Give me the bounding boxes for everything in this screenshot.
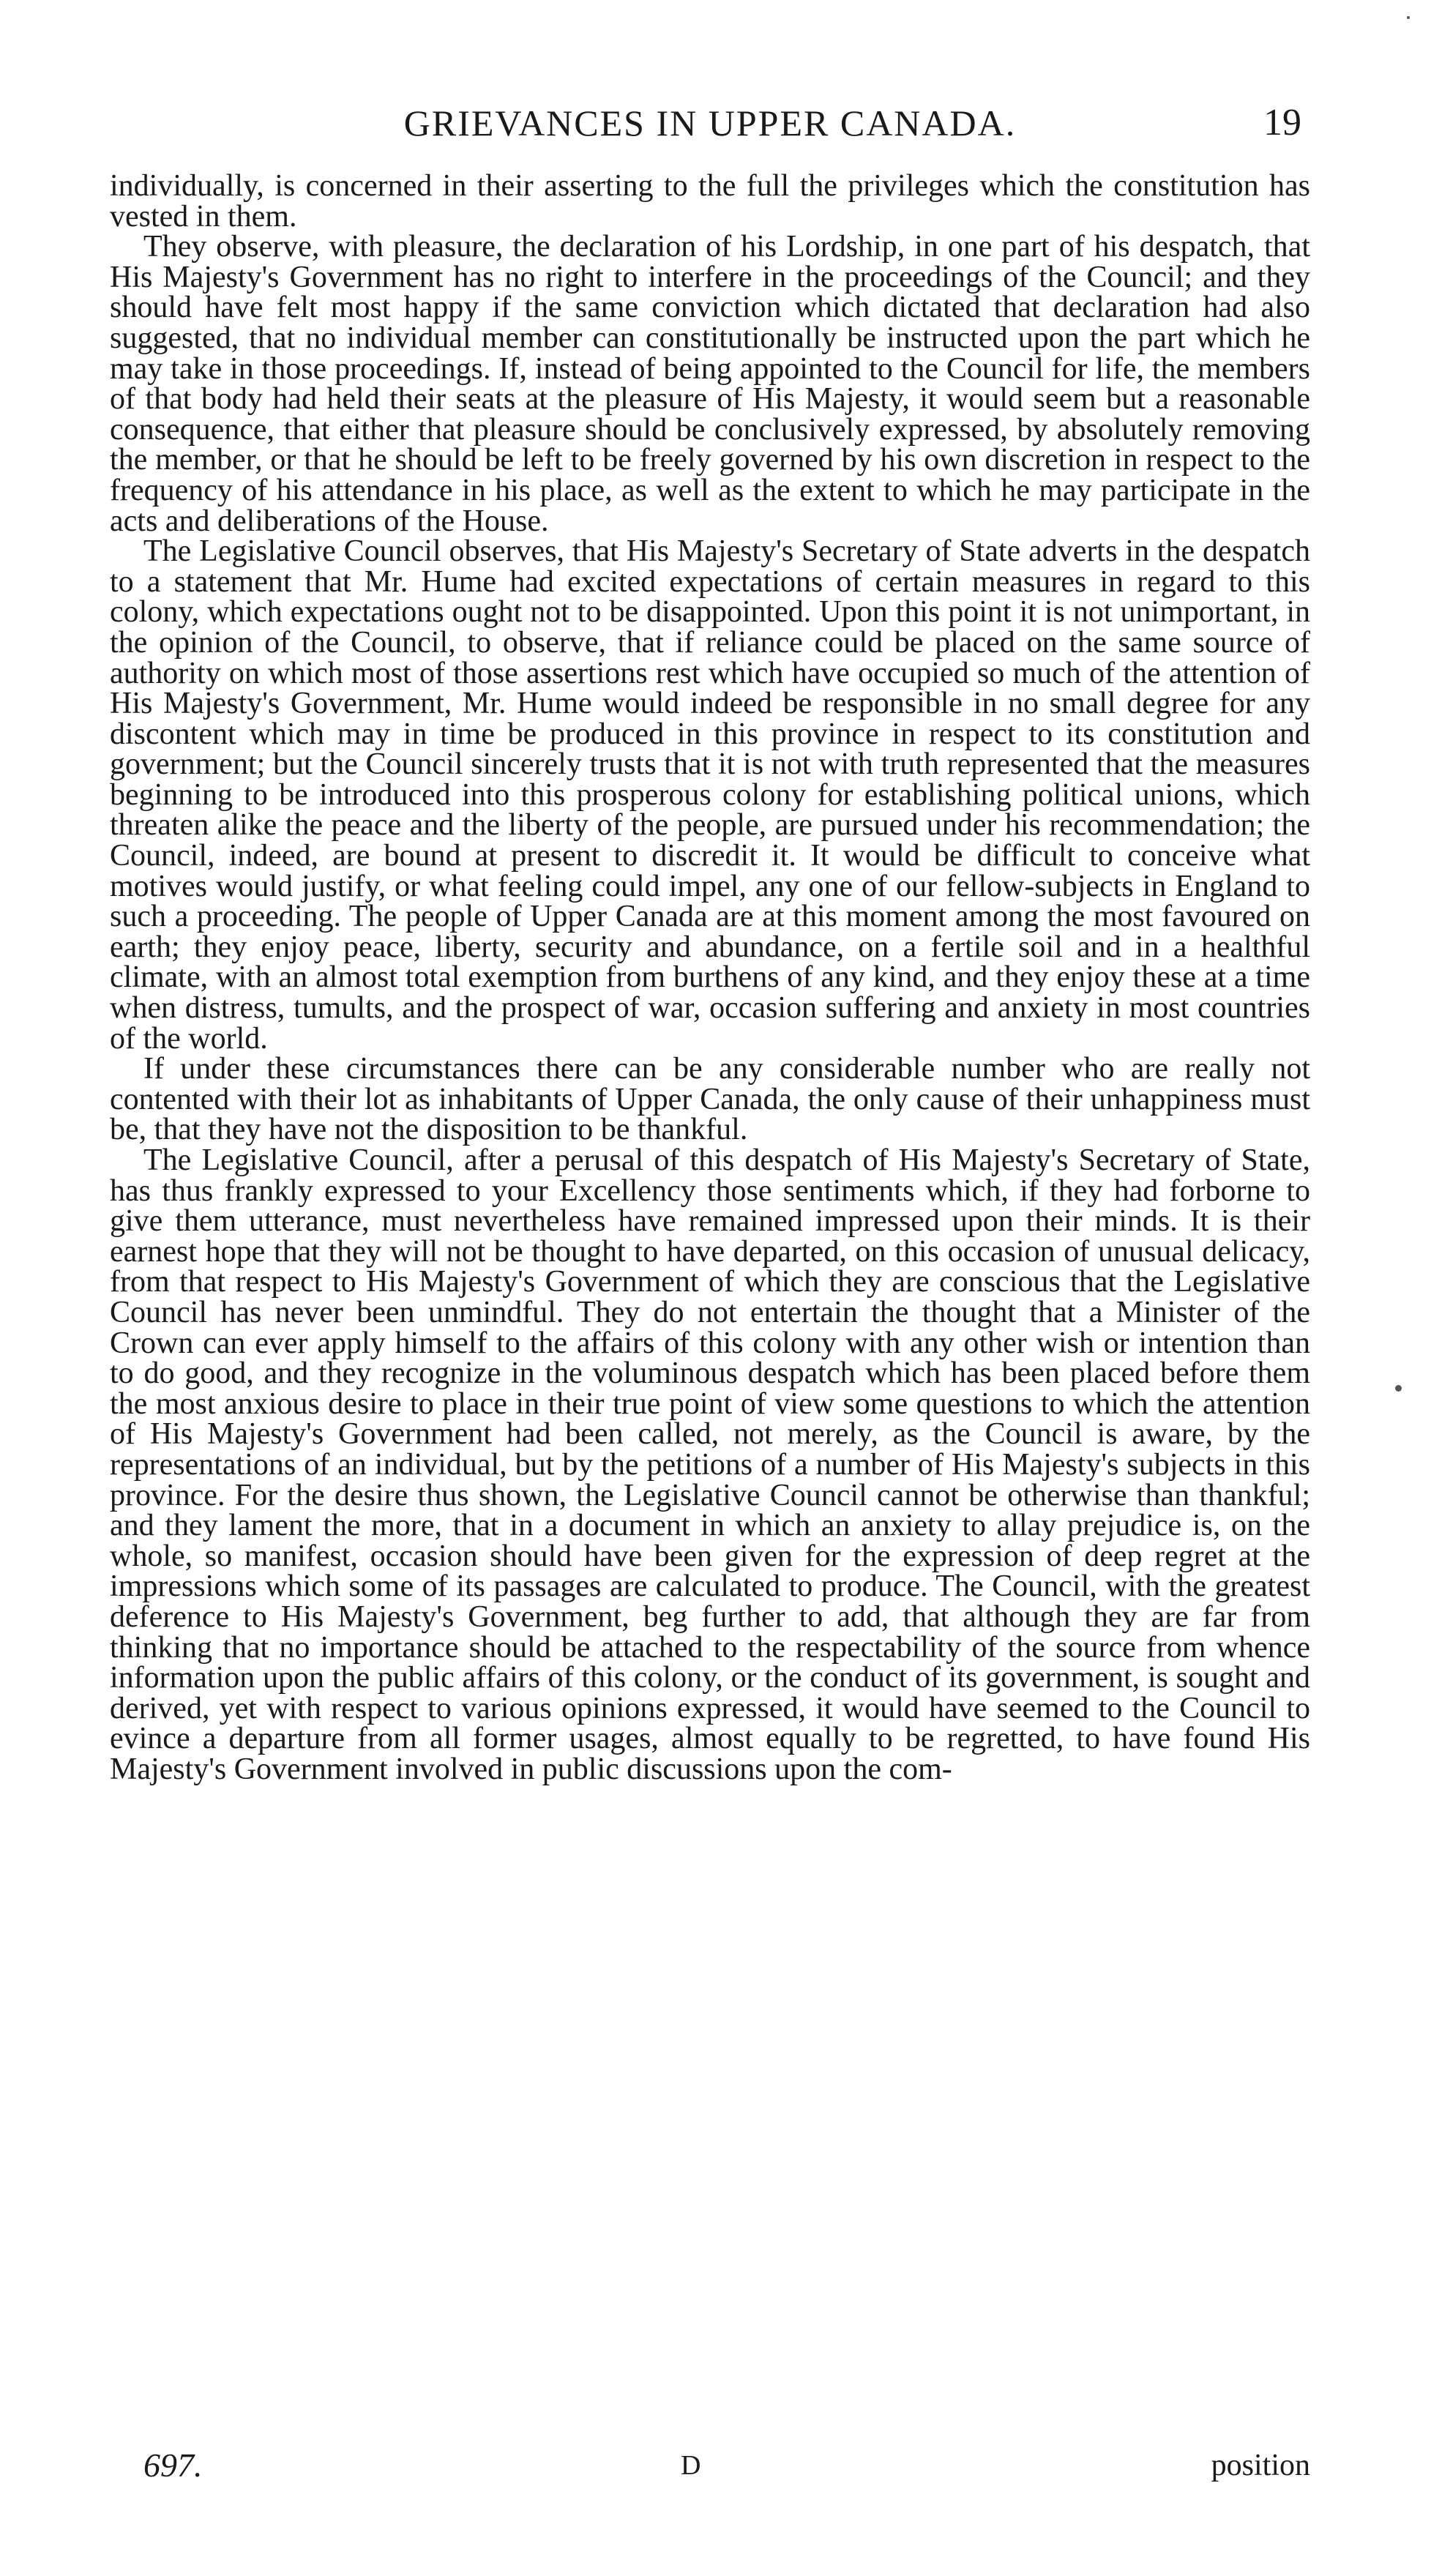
sheet-number: 697. xyxy=(143,2446,203,2484)
margin-speck xyxy=(1407,16,1410,19)
signature-mark: D xyxy=(681,2450,703,2481)
paragraph-council-sentiments: The Legislative Council, after a perusal of this despatch of His Majesty's Secretary of State, has thus frankly expressed to your Excellency those sentiments which, if they had forborne to give them utterance, must nevertheless have remained impressed upon their minds. It is their earnest hope that they will not be thought to have departed, on this occasion of unusual delicacy, from that respect to His Majesty's Government of which they are conscious that the Legislative Council has never been unmindful. They do not entertain the thought that a Minister of the Crown can ever apply himself to the affairs of this colony with any other wish or intention than to do good, and they recognize in the voluminous despatch which has been placed before them the most anxious desire to place in their true point of view some questions to which the attention of His Majesty's Government had been called, not merely, as the Council is aware, by the representations of an individual, but by the petitions of a number of His Majesty's subjects in this province. For the desire thus shown, the Legislative Council cannot be otherwise than thankful; and they lament the more, that in a document in which an anxiety to allay prejudice is, on the whole, so manifest, occasion should have been given for the expression of deep regret at the impressions which some of its passages are calculated to produce. The Council, with the greatest deference to His Majesty's Government, beg further to add, that although they are far from thinking that no importance should be attached to the respectability of the source from whence information upon the public affairs of this colony, or the conduct of its government, is sought and derived, yet with respect to various opinions expressed, it would have seemed to the Council to evince a departure from all former usages, almost equally to be regretted, to have found His Majesty's Government involved in public discussions upon the com- xyxy=(110,1143,1310,1786)
paragraph-despatch-observation: They observe, with pleasure, the declaration of his Lordship, in one part of his despatch, that His Majesty's Government has no right to interfere in the proceedings of the Council; and they should have felt most happy if the same conviction which dictated that declaration had also suggested, that no individual member can constitutionally be instructed upon the part which he may take in those proceedings. If, instead of being appointed to the Council for life, the members of that body had held their seats at the pleasure of His Majesty, it would seem but a reasonable consequence, that either that pleasure should be conclusively expressed, by absolutely removing the member, or that he should be left to be freely governed by his own discretion in respect to the frequency of his attendance in his place, as well as the extent to which he may participate in the acts and deliberations of the House. xyxy=(110,230,1310,538)
running-title: GRIEVANCES IN UPPER CANADA. xyxy=(403,102,1017,143)
paragraph-contented: If under these circumstances there can be any considerable number who are really not contented with their lot as inhabitants of Upper Canada, the only cause of their unhappiness must be, that they have not the disposition to be thankful. xyxy=(110,1052,1310,1147)
catchword: position xyxy=(1211,2449,1310,2482)
page-header xyxy=(110,94,1310,152)
margin-speck xyxy=(1395,1385,1402,1392)
paragraph-continued: individually, is concerned in their asserting to the full the privileges which the constitution has vested in them. xyxy=(110,169,1310,234)
paragraph-mr-hume: The Legislative Council observes, that His Majesty's Secretary of State adverts in the despatch to a statement that Mr. Hume had excited expectations of certain measures in regard to this colony, which expectations ought not to be disappointed. Upon this point it is not unimportant, in the opinion of the Council, to observe, that if reliance could be placed on the same source of authority on which most of those assertions rest which have occupied so much of the attention of His Majesty's Government, Mr. Hume would indeed be responsible in no small degree for any discontent which may in time be produced in this province in respect to its constitution and government; but the Council sincerely trusts that it is not with truth represented that the measures beginning to be introduced into this prosperous colony for establishing political unions, which threaten alike the peace and the liberty of the people, are pursued under his recommendation; the Council, indeed, are bound at present to discredit it. It would be difficult to conceive what motives would justify, or what feeling could impel, any one of our fellow-subjects in England to such a proceeding. The people of Upper Canada are at this moment among the most favoured on earth; they enjoy peace, liberty, security and abundance, on a fertile soil and in a healthful climate, with an almost total exemption from burthens of any kind, and they enjoy these at a time when distress, tumults, and the prospect of war, occasion suffering and anxiety in most countries of the world. xyxy=(110,534,1310,1056)
page-footer xyxy=(110,2444,1310,2487)
body-text xyxy=(110,171,1310,1785)
page-number: 19 xyxy=(1263,102,1301,143)
